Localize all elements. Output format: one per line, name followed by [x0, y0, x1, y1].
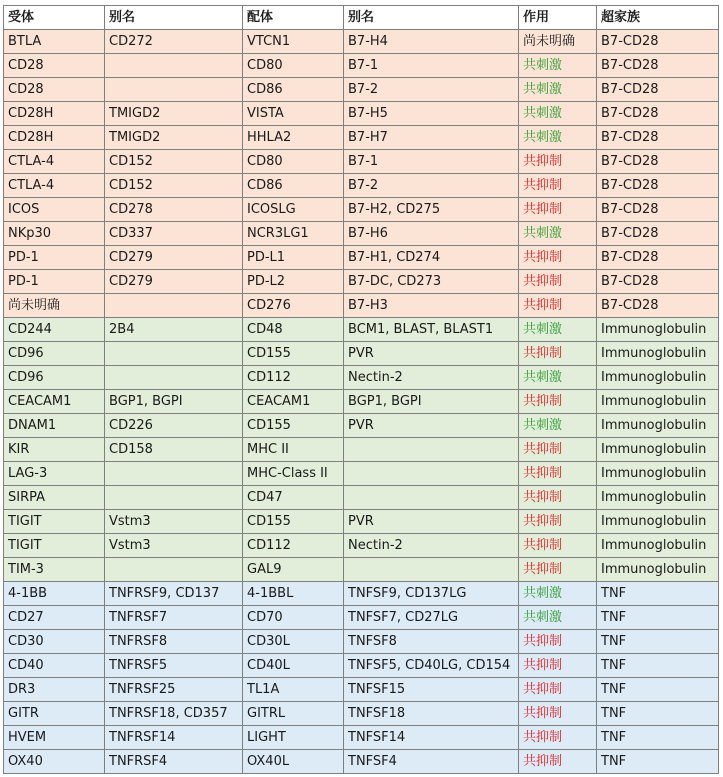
- ligand-cell: MHC II: [243, 438, 344, 462]
- superfamily-cell: TNF: [597, 750, 719, 774]
- ligand-alias-cell: TNFSF18: [344, 702, 519, 726]
- table-row: [4, 270, 719, 294]
- receptor-alias-cell: CD158: [105, 438, 243, 462]
- ligand-cell: VISTA: [243, 102, 344, 126]
- ligand-alias-cell: TNFSF5, CD40LG, CD154: [344, 654, 519, 678]
- effect-cell: 共抑制: [519, 174, 597, 198]
- ligand-alias-cell: B7-H2, CD275: [344, 198, 519, 222]
- superfamily-cell: TNF: [597, 630, 719, 654]
- table-row: [4, 318, 719, 342]
- ligand-alias-cell: Nectin-2: [344, 366, 519, 390]
- ligand-cell: CD86: [243, 78, 344, 102]
- ligand-alias-cell: B7-H6: [344, 222, 519, 246]
- superfamily-cell: TNF: [597, 654, 719, 678]
- ligand-alias-cell: B7-1: [344, 150, 519, 174]
- superfamily-cell: TNF: [597, 582, 719, 606]
- table-row: [4, 678, 719, 702]
- effect-cell: 共刺激: [519, 318, 597, 342]
- table-row: [4, 78, 719, 102]
- ligand-cell: CD86: [243, 174, 344, 198]
- ligand-alias-cell: [344, 558, 519, 582]
- receptor-cell: TIGIT: [4, 510, 105, 534]
- receptor-cell: CD244: [4, 318, 105, 342]
- receptor-alias-cell: Vstm3: [105, 510, 243, 534]
- effect-cell: 共刺激: [519, 366, 597, 390]
- effect-cell: 共刺激: [519, 54, 597, 78]
- superfamily-cell: TNF: [597, 726, 719, 750]
- superfamily-cell: B7-CD28: [597, 30, 719, 54]
- effect-cell: 共抑制: [519, 486, 597, 510]
- ligand-cell: CD30L: [243, 630, 344, 654]
- effect-cell: 共抑制: [519, 750, 597, 774]
- receptor-cell: LAG-3: [4, 462, 105, 486]
- receptor-alias-cell: CD337: [105, 222, 243, 246]
- table-row: [4, 30, 719, 54]
- ligand-cell: CD155: [243, 510, 344, 534]
- header-ligand: 配体: [243, 6, 344, 30]
- ligand-alias-cell: [344, 438, 519, 462]
- receptor-alias-cell: [105, 78, 243, 102]
- receptor-cell: CD28: [4, 54, 105, 78]
- ligand-cell: CD70: [243, 606, 344, 630]
- table-row: [4, 486, 719, 510]
- table-row: [4, 558, 719, 582]
- effect-cell: 共刺激: [519, 414, 597, 438]
- table-header: [4, 6, 719, 30]
- table-row: [4, 126, 719, 150]
- table-row: [4, 150, 719, 174]
- receptor-ligand-table: [3, 5, 719, 774]
- receptor-cell: KIR: [4, 438, 105, 462]
- receptor-alias-cell: [105, 366, 243, 390]
- receptor-cell: DR3: [4, 678, 105, 702]
- effect-cell: 共抑制: [519, 270, 597, 294]
- table-row: [4, 54, 719, 78]
- receptor-alias-cell: Vstm3: [105, 534, 243, 558]
- receptor-alias-cell: TNFRSF5: [105, 654, 243, 678]
- ligand-cell: TL1A: [243, 678, 344, 702]
- effect-cell: 共抑制: [519, 726, 597, 750]
- superfamily-cell: Immunoglobulin: [597, 390, 719, 414]
- receptor-cell: OX40: [4, 750, 105, 774]
- effect-cell: 共抑制: [519, 150, 597, 174]
- receptor-alias-cell: CD272: [105, 30, 243, 54]
- receptor-alias-cell: TNFRSF4: [105, 750, 243, 774]
- ligand-cell: MHC-Class II: [243, 462, 344, 486]
- table-row: [4, 438, 719, 462]
- ligand-cell: CD80: [243, 54, 344, 78]
- superfamily-cell: Immunoglobulin: [597, 414, 719, 438]
- superfamily-cell: B7-CD28: [597, 294, 719, 318]
- receptor-alias-cell: TMIGD2: [105, 126, 243, 150]
- table-row: [4, 390, 719, 414]
- superfamily-cell: B7-CD28: [597, 78, 719, 102]
- table-row: [4, 414, 719, 438]
- ligand-alias-cell: TNFSF7, CD27LG: [344, 606, 519, 630]
- superfamily-cell: B7-CD28: [597, 246, 719, 270]
- receptor-alias-cell: 2B4: [105, 318, 243, 342]
- receptor-cell: TIM-3: [4, 558, 105, 582]
- table-row: [4, 294, 719, 318]
- effect-cell: 共抑制: [519, 198, 597, 222]
- effect-cell: 共抑制: [519, 510, 597, 534]
- ligand-cell: CD155: [243, 342, 344, 366]
- superfamily-cell: Immunoglobulin: [597, 438, 719, 462]
- table-row: [4, 366, 719, 390]
- ligand-alias-cell: B7-H4: [344, 30, 519, 54]
- ligand-alias-cell: B7-H7: [344, 126, 519, 150]
- table-row: [4, 726, 719, 750]
- superfamily-cell: Immunoglobulin: [597, 342, 719, 366]
- ligand-alias-cell: [344, 462, 519, 486]
- receptor-alias-cell: [105, 462, 243, 486]
- ligand-cell: PD-L1: [243, 246, 344, 270]
- header-superfamily: 超家族: [597, 6, 719, 30]
- ligand-alias-cell: B7-H5: [344, 102, 519, 126]
- ligand-cell: LIGHT: [243, 726, 344, 750]
- ligand-cell: NCR3LG1: [243, 222, 344, 246]
- receptor-alias-cell: [105, 558, 243, 582]
- effect-cell: 共抑制: [519, 654, 597, 678]
- receptor-alias-cell: CD278: [105, 198, 243, 222]
- effect-cell: 尚未明确: [519, 30, 597, 54]
- ligand-cell: VTCN1: [243, 30, 344, 54]
- ligand-alias-cell: PVR: [344, 414, 519, 438]
- ligand-alias-cell: B7-2: [344, 78, 519, 102]
- effect-cell: 共抑制: [519, 294, 597, 318]
- receptor-cell: CD28: [4, 78, 105, 102]
- ligand-cell: CD112: [243, 366, 344, 390]
- ligand-alias-cell: TNFSF8: [344, 630, 519, 654]
- ligand-cell: CEACAM1: [243, 390, 344, 414]
- superfamily-cell: Immunoglobulin: [597, 558, 719, 582]
- table-row: [4, 246, 719, 270]
- receptor-alias-cell: TNFRSF7: [105, 606, 243, 630]
- receptor-cell: PD-1: [4, 246, 105, 270]
- receptor-cell: CD30: [4, 630, 105, 654]
- receptor-alias-cell: TNFRSF8: [105, 630, 243, 654]
- effect-cell: 共刺激: [519, 102, 597, 126]
- header-row: [4, 6, 719, 30]
- table-row: [4, 342, 719, 366]
- ligand-alias-cell: [344, 486, 519, 510]
- superfamily-cell: B7-CD28: [597, 150, 719, 174]
- effect-cell: 共抑制: [519, 534, 597, 558]
- receptor-alias-cell: CD279: [105, 270, 243, 294]
- receptor-alias-cell: TMIGD2: [105, 102, 243, 126]
- receptor-cell: TIGIT: [4, 534, 105, 558]
- receptor-cell: DNAM1: [4, 414, 105, 438]
- effect-cell: 共抑制: [519, 342, 597, 366]
- ligand-alias-cell: TNFSF15: [344, 678, 519, 702]
- receptor-cell: NKp30: [4, 222, 105, 246]
- superfamily-cell: Immunoglobulin: [597, 486, 719, 510]
- ligand-alias-cell: TNFSF4: [344, 750, 519, 774]
- receptor-cell: CD27: [4, 606, 105, 630]
- receptor-cell: CD40: [4, 654, 105, 678]
- receptor-cell: PD-1: [4, 270, 105, 294]
- table-row: [4, 606, 719, 630]
- receptor-alias-cell: TNFRSF14: [105, 726, 243, 750]
- effect-cell: 共抑制: [519, 630, 597, 654]
- receptor-cell: CTLA-4: [4, 150, 105, 174]
- superfamily-cell: Immunoglobulin: [597, 462, 719, 486]
- superfamily-cell: Immunoglobulin: [597, 318, 719, 342]
- superfamily-cell: Immunoglobulin: [597, 366, 719, 390]
- superfamily-cell: TNF: [597, 678, 719, 702]
- header-effect: 作用: [519, 6, 597, 30]
- superfamily-cell: B7-CD28: [597, 270, 719, 294]
- receptor-cell: 4-1BB: [4, 582, 105, 606]
- superfamily-cell: B7-CD28: [597, 126, 719, 150]
- table-row: [4, 582, 719, 606]
- table-row: [4, 702, 719, 726]
- receptor-alias-cell: [105, 54, 243, 78]
- table-body: [4, 30, 719, 774]
- receptor-cell: SIRPA: [4, 486, 105, 510]
- ligand-cell: CD80: [243, 150, 344, 174]
- receptor-cell: HVEM: [4, 726, 105, 750]
- receptor-alias-cell: CD152: [105, 174, 243, 198]
- table-row: [4, 174, 719, 198]
- ligand-cell: CD276: [243, 294, 344, 318]
- ligand-cell: PD-L2: [243, 270, 344, 294]
- receptor-cell: GITR: [4, 702, 105, 726]
- ligand-cell: CD112: [243, 534, 344, 558]
- ligand-alias-cell: B7-H3: [344, 294, 519, 318]
- receptor-cell: BTLA: [4, 30, 105, 54]
- effect-cell: 共抑制: [519, 678, 597, 702]
- effect-cell: 共抑制: [519, 390, 597, 414]
- ligand-cell: OX40L: [243, 750, 344, 774]
- superfamily-cell: B7-CD28: [597, 54, 719, 78]
- ligand-alias-cell: B7-DC, CD273: [344, 270, 519, 294]
- effect-cell: 共刺激: [519, 606, 597, 630]
- receptor-alias-cell: TNFRSF18, CD357: [105, 702, 243, 726]
- table-row: [4, 750, 719, 774]
- ligand-cell: ICOSLG: [243, 198, 344, 222]
- superfamily-cell: TNF: [597, 606, 719, 630]
- effect-cell: 共抑制: [519, 702, 597, 726]
- receptor-alias-cell: [105, 342, 243, 366]
- header-ligand-alias: 别名: [344, 6, 519, 30]
- table-row: [4, 654, 719, 678]
- receptor-cell: CD28H: [4, 126, 105, 150]
- receptor-alias-cell: [105, 294, 243, 318]
- table-row: [4, 222, 719, 246]
- ligand-alias-cell: BCM1, BLAST, BLAST1: [344, 318, 519, 342]
- effect-cell: 共刺激: [519, 126, 597, 150]
- header-receptor: 受体: [4, 6, 105, 30]
- receptor-alias-cell: [105, 486, 243, 510]
- table-row: [4, 102, 719, 126]
- table-row: [4, 630, 719, 654]
- receptor-alias-cell: CD152: [105, 150, 243, 174]
- receptor-cell: 尚未明确: [4, 294, 105, 318]
- ligand-cell: CD155: [243, 414, 344, 438]
- ligand-alias-cell: TNFSF14: [344, 726, 519, 750]
- ligand-cell: CD47: [243, 486, 344, 510]
- effect-cell: 共抑制: [519, 462, 597, 486]
- ligand-alias-cell: TNFSF9, CD137LG: [344, 582, 519, 606]
- receptor-alias-cell: BGP1, BGPI: [105, 390, 243, 414]
- superfamily-cell: B7-CD28: [597, 198, 719, 222]
- ligand-cell: GAL9: [243, 558, 344, 582]
- table-row: [4, 462, 719, 486]
- receptor-alias-cell: CD226: [105, 414, 243, 438]
- table-row: [4, 510, 719, 534]
- ligand-alias-cell: B7-1: [344, 54, 519, 78]
- receptor-cell: CD96: [4, 342, 105, 366]
- superfamily-cell: B7-CD28: [597, 222, 719, 246]
- receptor-alias-cell: TNFRSF25: [105, 678, 243, 702]
- effect-cell: 共刺激: [519, 222, 597, 246]
- ligand-cell: GITRL: [243, 702, 344, 726]
- ligand-alias-cell: BGP1, BGPI: [344, 390, 519, 414]
- ligand-alias-cell: Nectin-2: [344, 534, 519, 558]
- receptor-cell: CEACAM1: [4, 390, 105, 414]
- header-receptor-alias: 别名: [105, 6, 243, 30]
- receptor-cell: CTLA-4: [4, 174, 105, 198]
- receptor-cell: CD28H: [4, 102, 105, 126]
- receptor-cell: ICOS: [4, 198, 105, 222]
- ligand-alias-cell: B7-H1, CD274: [344, 246, 519, 270]
- superfamily-cell: B7-CD28: [597, 102, 719, 126]
- effect-cell: 共刺激: [519, 582, 597, 606]
- table-row: [4, 198, 719, 222]
- ligand-alias-cell: B7-2: [344, 174, 519, 198]
- receptor-alias-cell: TNFRSF9, CD137: [105, 582, 243, 606]
- ligand-cell: CD48: [243, 318, 344, 342]
- ligand-cell: CD40L: [243, 654, 344, 678]
- ligand-cell: HHLA2: [243, 126, 344, 150]
- effect-cell: 共刺激: [519, 78, 597, 102]
- ligand-alias-cell: PVR: [344, 510, 519, 534]
- effect-cell: 共抑制: [519, 558, 597, 582]
- superfamily-cell: TNF: [597, 702, 719, 726]
- effect-cell: 共抑制: [519, 246, 597, 270]
- receptor-alias-cell: CD279: [105, 246, 243, 270]
- table-row: [4, 534, 719, 558]
- superfamily-cell: Immunoglobulin: [597, 510, 719, 534]
- receptor-cell: CD96: [4, 366, 105, 390]
- superfamily-cell: Immunoglobulin: [597, 534, 719, 558]
- ligand-cell: 4-1BBL: [243, 582, 344, 606]
- superfamily-cell: B7-CD28: [597, 174, 719, 198]
- ligand-alias-cell: PVR: [344, 342, 519, 366]
- effect-cell: 共抑制: [519, 438, 597, 462]
